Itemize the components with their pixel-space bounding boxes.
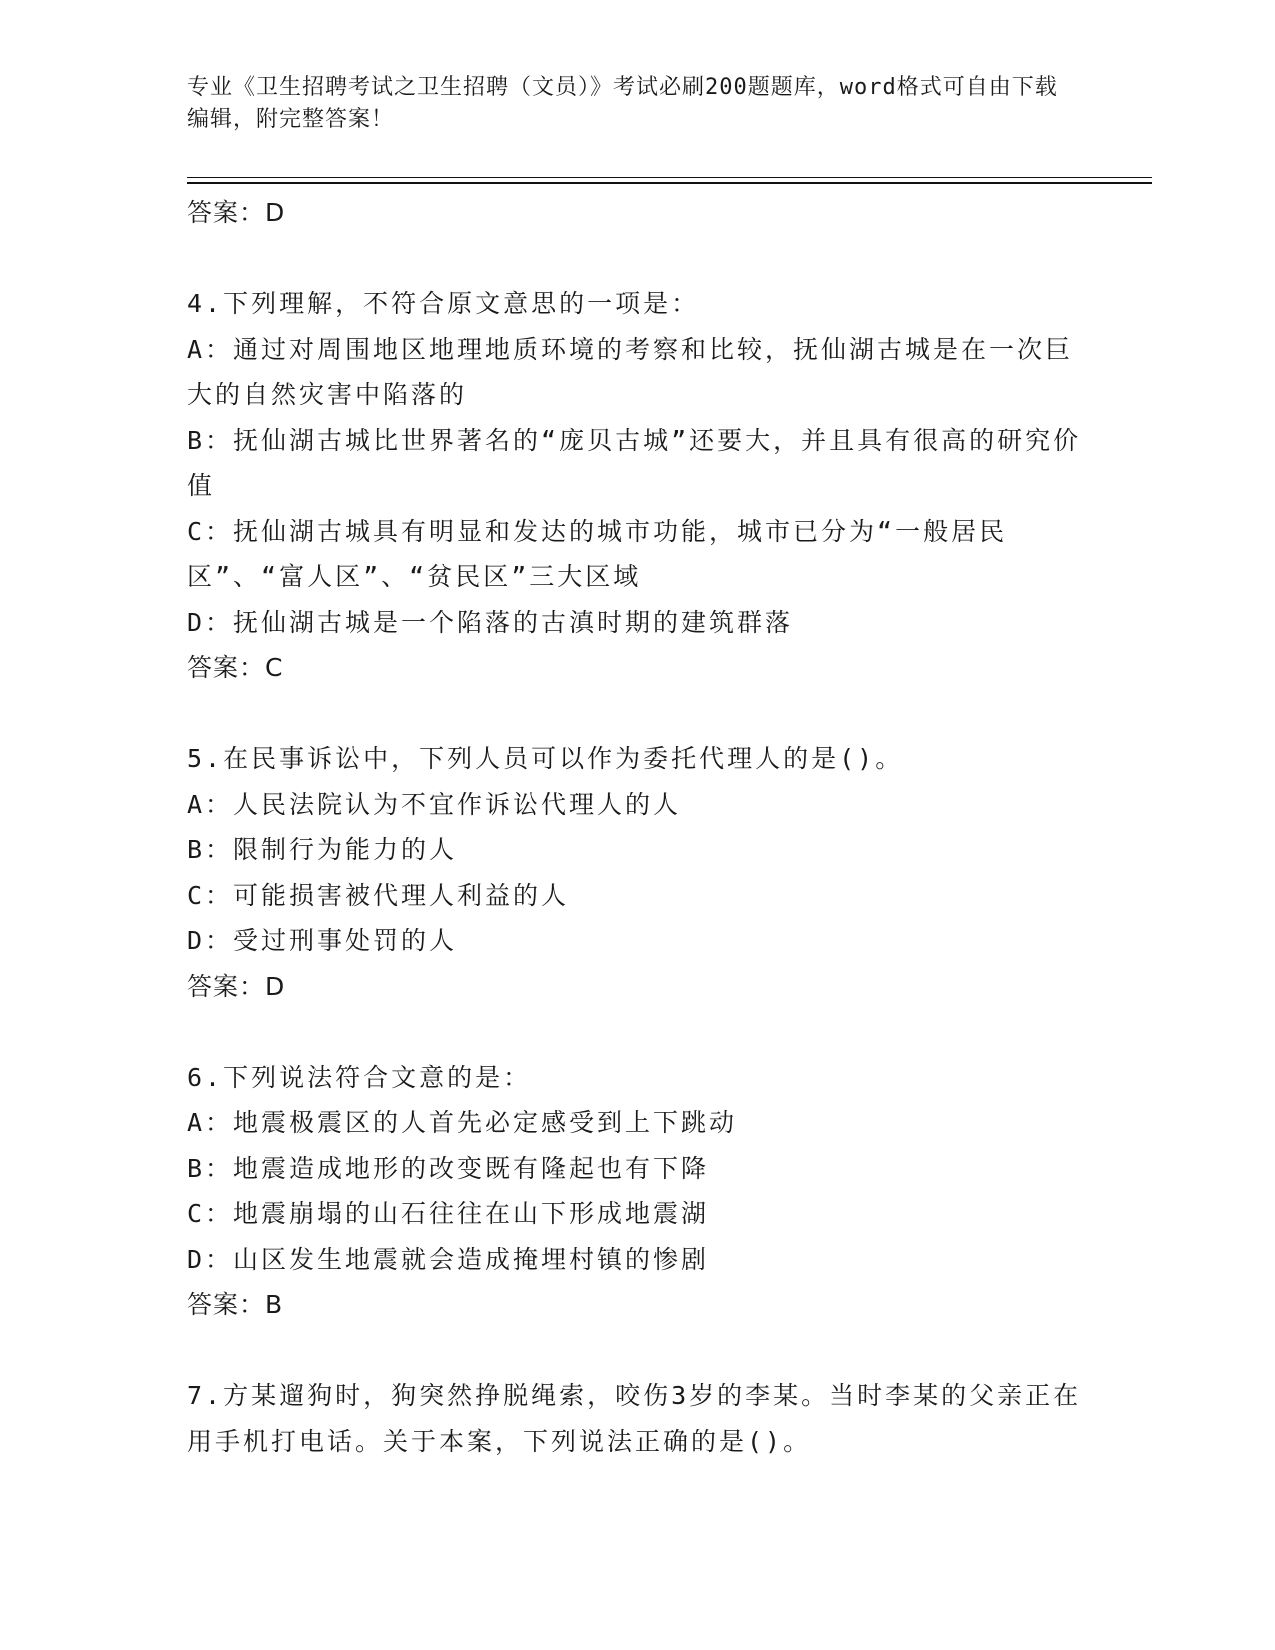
answer-line: 答案：B: [187, 1290, 284, 1319]
answer-line: 答案：C: [187, 653, 284, 682]
answer-line: 答案：D: [187, 198, 286, 227]
header-rule-thick: [187, 182, 1152, 184]
question-list: [187, 190, 1087, 1464]
option-c: C：可能损害被代理人利益的人: [187, 880, 570, 910]
option-b: B：地震造成地形的改变既有隆起也有下降: [187, 1153, 710, 1183]
question-6: [187, 1055, 1087, 1328]
question-stem: 7.方某遛狗时，狗突然挣脱绳索，咬伤3岁的李某。当时李某的父亲正在用手机打电话。关于本案，下列说法正确的是()。: [187, 1381, 1082, 1456]
option-c: C：抚仙湖古城具有明显和发达的城市功能，城市已分为“一般居民区”、“富人区”、“贫民区”三大区域: [187, 516, 1008, 591]
option-d: D：山区发生地震就会造成掩埋村镇的惨剧: [187, 1244, 710, 1274]
option-b: B：抚仙湖古城比世界著名的“庞贝古城”还要大，并且具有很高的研究价值: [187, 425, 1082, 500]
option-a: A：地震极震区的人首先必定感受到上下跳动: [187, 1108, 738, 1137]
answer-line: 答案：D: [187, 971, 286, 1001]
option-b: B：限制行为能力的人: [187, 835, 458, 864]
question-stem: 4.下列理解，不符合原文意思的一项是：: [187, 289, 700, 318]
header-rule-thin: [187, 177, 1152, 178]
document-header: 专业《卫生招聘考试之卫生招聘（文员）》考试必刷200题题库，word格式可自由下载编辑，附完整答案！: [187, 75, 1058, 132]
question-7: [187, 1373, 1087, 1464]
option-a: A：人民法院认为不宜作诉讼代理人的人: [187, 789, 682, 819]
option-d: D：受过刑事处罚的人: [187, 926, 458, 955]
option-c: C：地震崩塌的山石往往在山下形成地震湖: [187, 1199, 710, 1228]
option-a: A：通过对周围地区地理地质环境的考察和比较，抚仙湖古城是在一次巨大的自然灾害中陷落的: [187, 334, 1074, 409]
option-d: D：抚仙湖古城是一个陷落的古滇时期的建筑群落: [187, 607, 794, 637]
question-4: [187, 281, 1087, 691]
question-stem: 6.下列说法符合文意的是：: [187, 1062, 532, 1092]
question-stem: 5.在民事诉讼中，下列人员可以作为委托代理人的是()。: [187, 744, 904, 773]
question-5: [187, 736, 1087, 1009]
